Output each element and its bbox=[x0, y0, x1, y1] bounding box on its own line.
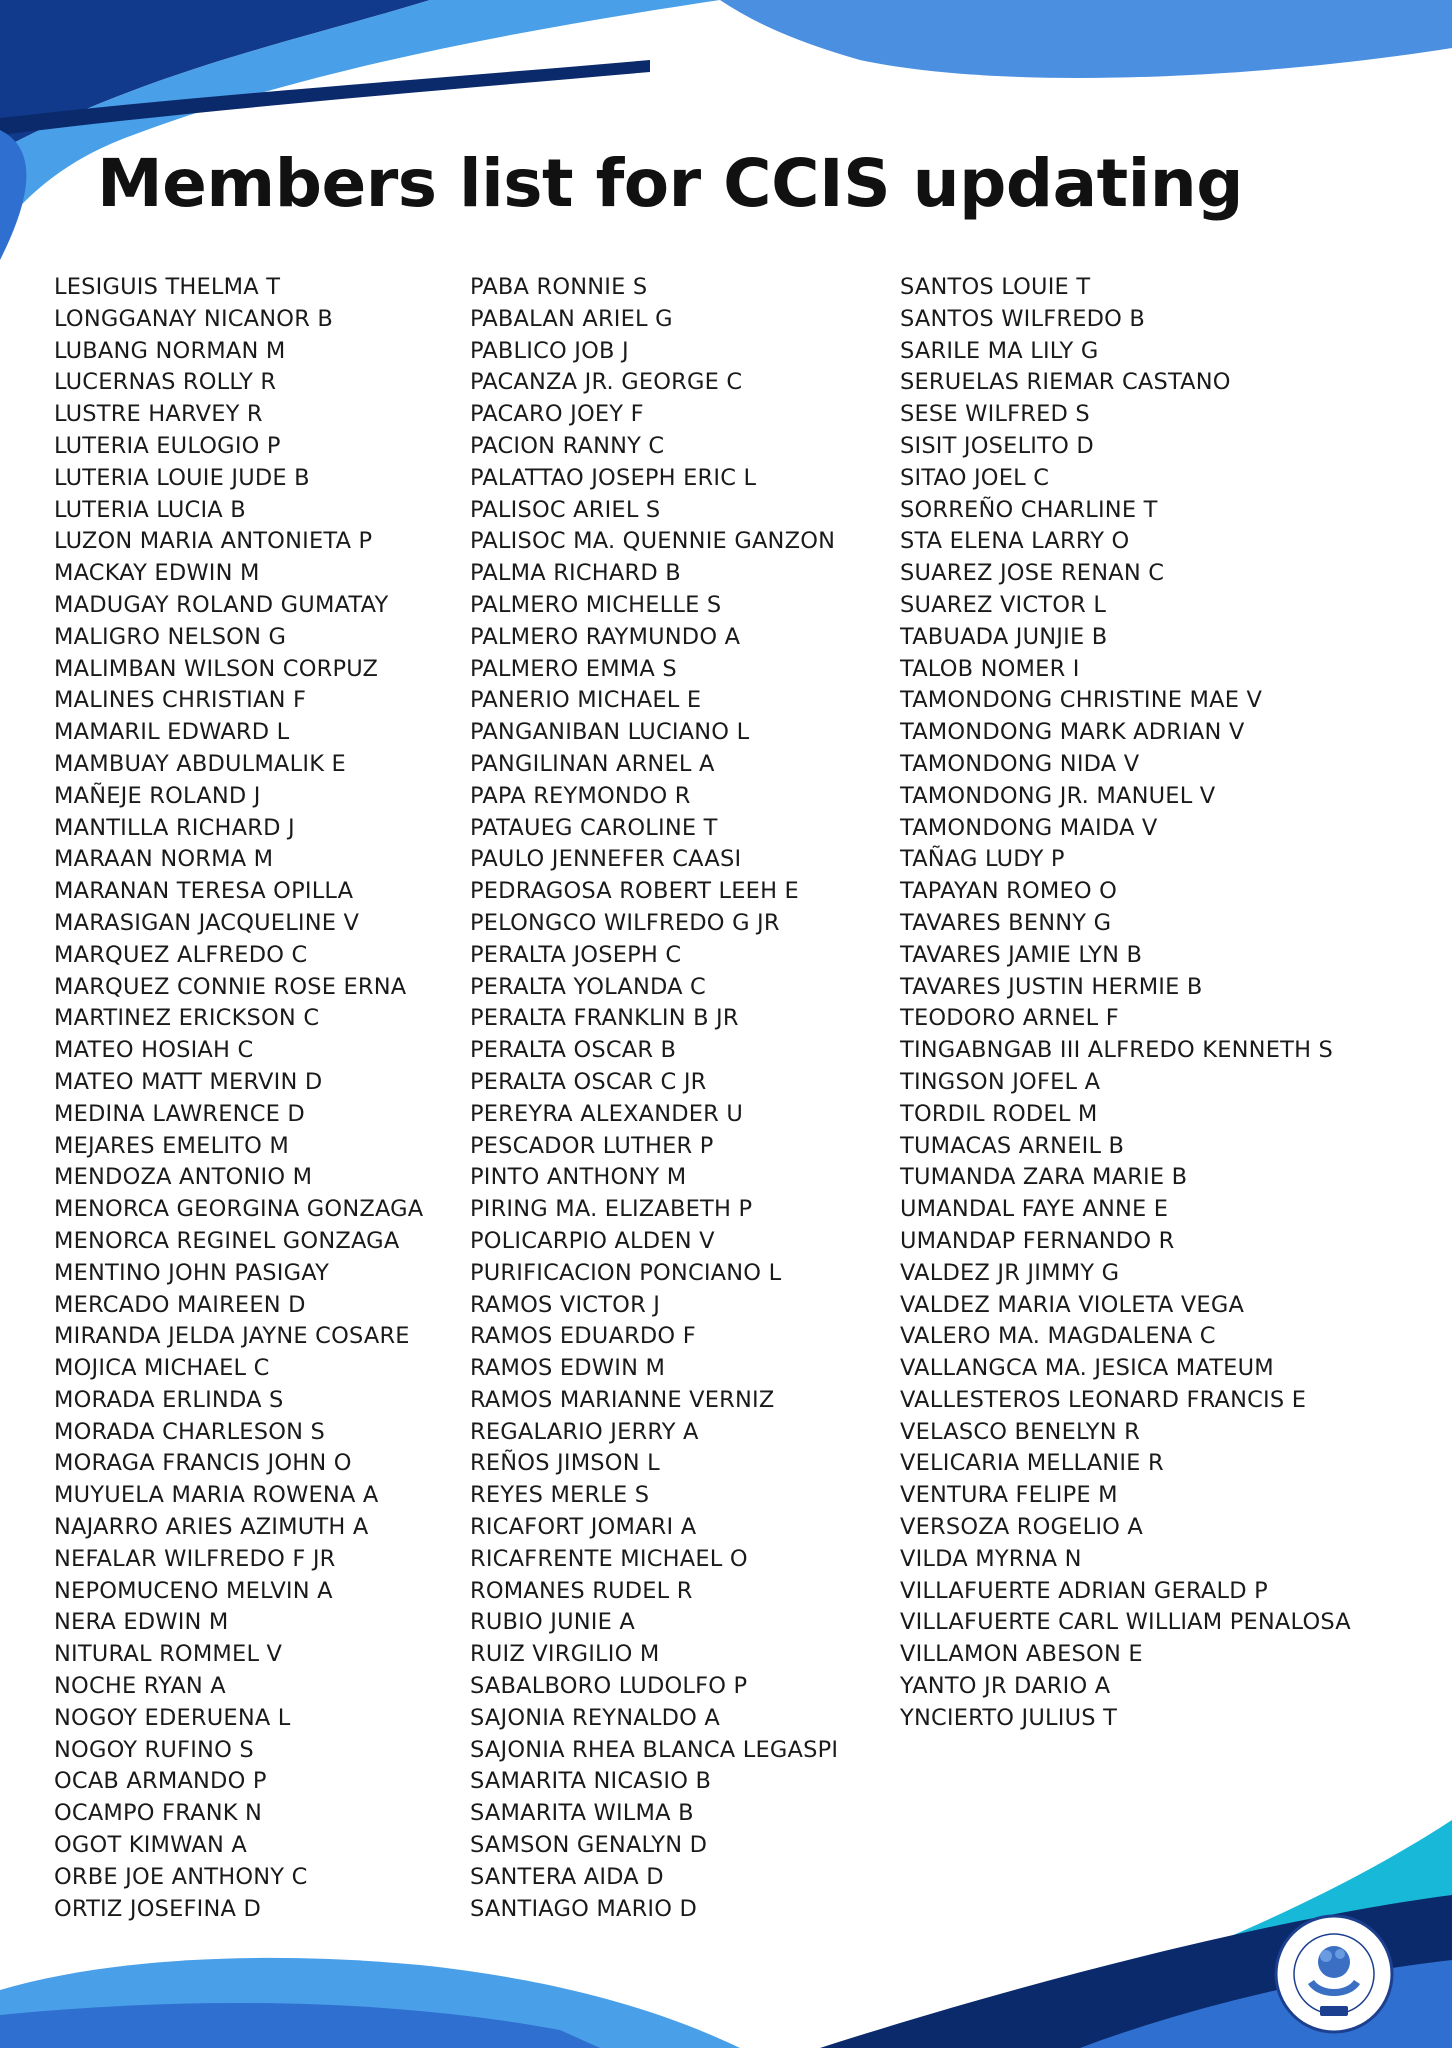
member-name: SANTIAGO MARIO D bbox=[470, 1895, 698, 1922]
member-name: ROMANES RUDEL R bbox=[470, 1577, 693, 1604]
member-name: MADUGAY ROLAND GUMATAY bbox=[54, 591, 389, 618]
member-name: SUAREZ VICTOR L bbox=[900, 591, 1107, 618]
member-name: PANGANIBAN LUCIANO L bbox=[470, 719, 750, 746]
member-name: NERA EDWIN M bbox=[54, 1609, 229, 1636]
member-name: TAVARES BENNY G bbox=[900, 909, 1112, 936]
member-name: PALATTAO JOSEPH ERIC L bbox=[470, 464, 757, 491]
member-name: MORADA CHARLESON S bbox=[54, 1418, 325, 1445]
member-name: MENTINO JOHN PASIGAY bbox=[54, 1259, 330, 1286]
members-column-1 bbox=[54, 272, 423, 1925]
member-name: LUTERIA LOUIE JUDE B bbox=[54, 464, 310, 491]
member-name: SANTOS LOUIE T bbox=[900, 274, 1091, 300]
member-name: UMANDAL FAYE ANNE E bbox=[900, 1196, 1169, 1223]
member-name: MARTINEZ ERICKSON C bbox=[54, 1005, 320, 1032]
member-name: PACARO JOEY F bbox=[470, 401, 644, 428]
member-name: MALINES CHRISTIAN F bbox=[54, 687, 307, 714]
member-name: PACANZA JR. GEORGE C bbox=[470, 369, 743, 396]
member-name: VERSOZA ROGELIO A bbox=[900, 1514, 1144, 1541]
member-name: SESE WILFRED S bbox=[900, 401, 1090, 428]
member-name: LUCERNAS ROLLY R bbox=[54, 369, 277, 396]
member-name: TAVARES JUSTIN HERMIE B bbox=[900, 973, 1203, 1000]
member-name: PALMA RICHARD B bbox=[470, 560, 681, 587]
member-name: REYES MERLE S bbox=[470, 1482, 650, 1509]
member-name: VILLAMON ABESON E bbox=[900, 1641, 1143, 1668]
member-name: SITAO JOEL C bbox=[900, 464, 1050, 491]
member-name: RAMOS MARIANNE VERNIZ bbox=[470, 1386, 775, 1413]
member-name: MAMBUAY ABDULMALIK E bbox=[54, 750, 346, 777]
member-name: TABUADA JUNJIE B bbox=[900, 623, 1108, 650]
member-name: SARILE MA LILY G bbox=[900, 337, 1099, 364]
member-name: MANTILLA RICHARD J bbox=[54, 814, 295, 841]
member-name: PAPA REYMONDO R bbox=[470, 782, 691, 809]
association-seal-logo bbox=[1274, 1914, 1394, 2034]
member-name: RUBIO JUNIE A bbox=[470, 1609, 635, 1636]
member-name: TAMONDONG NIDA V bbox=[900, 750, 1140, 777]
member-name: MAMARIL EDWARD L bbox=[54, 719, 290, 746]
member-name: RICAFORT JOMARI A bbox=[470, 1514, 697, 1541]
member-name: PERALTA YOLANDA C bbox=[470, 973, 706, 1000]
member-name: OCAB ARMANDO P bbox=[54, 1768, 267, 1795]
member-name: PATAUEG CAROLINE T bbox=[470, 814, 718, 841]
member-name: SAMARITA WILMA B bbox=[470, 1800, 694, 1827]
member-name: TAMONDONG JR. MANUEL V bbox=[900, 782, 1216, 809]
member-name: SANTERA AIDA D bbox=[470, 1863, 664, 1890]
member-name: PELONGCO WILFREDO G JR bbox=[470, 909, 780, 936]
member-name: PALMERO RAYMUNDO A bbox=[470, 623, 741, 650]
member-name: MORADA ERLINDA S bbox=[54, 1386, 284, 1413]
member-name: SAJONIA REYNALDO A bbox=[470, 1704, 720, 1731]
member-name: VALLANGCA MA. JESICA MATEUM bbox=[900, 1355, 1274, 1382]
member-name: PEDRAGOSA ROBERT LEEH E bbox=[470, 878, 799, 905]
member-name: MENORCA REGINEL GONZAGA bbox=[54, 1227, 400, 1254]
member-name: NOGOY RUFINO S bbox=[54, 1736, 254, 1763]
member-name: PALISOC ARIEL S bbox=[470, 496, 661, 523]
member-name: VELASCO BENELYN R bbox=[900, 1418, 1140, 1445]
member-name: ORTIZ JOSEFINA D bbox=[54, 1895, 261, 1922]
member-name: MATEO HOSIAH C bbox=[54, 1037, 254, 1064]
member-name: MUYUELA MARIA ROWENA A bbox=[54, 1482, 379, 1509]
member-name: MEJARES EMELITO M bbox=[54, 1132, 289, 1159]
member-name: VILLAFUERTE ADRIAN GERALD P bbox=[900, 1577, 1268, 1604]
member-name: VENTURA FELIPE M bbox=[900, 1482, 1118, 1509]
member-name: VALERO MA. MAGDALENA C bbox=[900, 1323, 1216, 1350]
member-name: PALISOC MA. QUENNIE GANZON bbox=[470, 528, 836, 555]
member-name: PABLICO JOB J bbox=[470, 337, 629, 364]
member-name: SUAREZ JOSE RENAN C bbox=[900, 560, 1165, 587]
member-name: PACION RANNY C bbox=[470, 432, 665, 459]
member-name: PERALTA JOSEPH C bbox=[470, 941, 682, 968]
members-column-3 bbox=[900, 272, 1351, 1735]
member-name: MARQUEZ CONNIE ROSE ERNA bbox=[54, 973, 407, 1000]
member-name: RUIZ VIRGILIO M bbox=[470, 1641, 660, 1668]
member-name: NOCHE RYAN A bbox=[54, 1673, 226, 1700]
member-name: MARASIGAN JACQUELINE V bbox=[54, 909, 360, 936]
member-name: PINTO ANTHONY M bbox=[470, 1164, 687, 1191]
member-name: TUMANDA ZARA MARIE B bbox=[900, 1164, 1188, 1191]
member-name: PABALAN ARIEL G bbox=[470, 305, 673, 332]
member-name: LUZON MARIA ANTONIETA P bbox=[54, 528, 373, 555]
member-name: PESCADOR LUTHER P bbox=[470, 1132, 714, 1159]
member-name: TALOB NOMER I bbox=[900, 655, 1080, 682]
member-name: MAÑEJE ROLAND J bbox=[54, 782, 261, 809]
member-name: RICAFRENTE MICHAEL O bbox=[470, 1545, 748, 1572]
member-name: PIRING MA. ELIZABETH P bbox=[470, 1196, 753, 1223]
member-name: LESIGUIS THELMA T bbox=[54, 274, 281, 300]
member-name: STA ELENA LARRY O bbox=[900, 528, 1130, 555]
member-name: TUMACAS ARNEIL B bbox=[900, 1132, 1125, 1159]
member-name: PURIFICACION PONCIANO L bbox=[470, 1259, 782, 1286]
member-name: TAPAYAN ROMEO O bbox=[900, 878, 1118, 905]
member-name: PERALTA OSCAR B bbox=[470, 1037, 677, 1064]
member-name: YANTO JR DARIO A bbox=[900, 1673, 1111, 1700]
member-name: MENORCA GEORGINA GONZAGA bbox=[54, 1196, 424, 1223]
member-name: MALIMBAN WILSON CORPUZ bbox=[54, 655, 379, 682]
member-name: LUBANG NORMAN M bbox=[54, 337, 286, 364]
member-name: TINGABNGAB III ALFREDO KENNETH S bbox=[900, 1037, 1334, 1064]
member-name: VILLAFUERTE CARL WILLIAM PENALOSA bbox=[900, 1609, 1351, 1636]
member-name: VALDEZ JR JIMMY G bbox=[900, 1259, 1120, 1286]
member-name: OGOT KIMWAN A bbox=[54, 1832, 247, 1859]
member-name: NOGOY EDERUENA L bbox=[54, 1704, 291, 1731]
member-name: SAMSON GENALYN D bbox=[470, 1832, 708, 1859]
member-name: MARANAN TERESA OPILLA bbox=[54, 878, 354, 905]
member-name: TEODORO ARNEL F bbox=[900, 1005, 1119, 1032]
member-name: LUTERIA LUCIA B bbox=[54, 496, 246, 523]
member-name: VILDA MYRNA N bbox=[900, 1545, 1082, 1572]
member-name: REGALARIO JERRY A bbox=[470, 1418, 699, 1445]
member-name: NAJARRO ARIES AZIMUTH A bbox=[54, 1514, 369, 1541]
members-column-2 bbox=[470, 272, 838, 1925]
member-name: SERUELAS RIEMAR CASTANO bbox=[900, 369, 1231, 396]
member-name: LUTERIA EULOGIO P bbox=[54, 432, 281, 459]
member-name: MEDINA LAWRENCE D bbox=[54, 1100, 305, 1127]
member-name: VALDEZ MARIA VIOLETA VEGA bbox=[900, 1291, 1245, 1318]
member-name: MOJICA MICHAEL C bbox=[54, 1355, 270, 1382]
member-name: PANERIO MICHAEL E bbox=[470, 687, 702, 714]
member-name: MATEO MATT MERVIN D bbox=[54, 1068, 323, 1095]
member-name: NITURAL ROMMEL V bbox=[54, 1641, 283, 1668]
member-name: RAMOS EDWIN M bbox=[470, 1355, 666, 1382]
member-name: TAVARES JAMIE LYN B bbox=[900, 941, 1143, 968]
member-name: VALLESTEROS LEONARD FRANCIS E bbox=[900, 1386, 1307, 1413]
member-name: SABALBORO LUDOLFO P bbox=[470, 1673, 748, 1700]
page-title: Members list for CCIS updating bbox=[96, 145, 1244, 222]
member-name: MORAGA FRANCIS JOHN O bbox=[54, 1450, 352, 1477]
member-name: SORREÑO CHARLINE T bbox=[900, 496, 1158, 523]
member-name: TORDIL RODEL M bbox=[900, 1100, 1098, 1127]
member-name: MALIGRO NELSON G bbox=[54, 623, 287, 650]
member-name: OCAMPO FRANK N bbox=[54, 1800, 263, 1827]
member-name: SAJONIA RHEA BLANCA LEGASPI bbox=[470, 1736, 839, 1763]
member-name: PABA RONNIE S bbox=[470, 274, 648, 300]
member-name: POLICARPIO ALDEN V bbox=[470, 1227, 715, 1254]
member-name: PALMERO EMMA S bbox=[470, 655, 677, 682]
member-name: SAMARITA NICASIO B bbox=[470, 1768, 712, 1795]
member-name: TAMONDONG CHRISTINE MAE V bbox=[900, 687, 1263, 714]
member-name: PANGILINAN ARNEL A bbox=[470, 750, 715, 777]
member-name: PALMERO MICHELLE S bbox=[470, 591, 722, 618]
member-name: PERALTA OSCAR C JR bbox=[470, 1068, 707, 1095]
member-name: NEFALAR WILFREDO F JR bbox=[54, 1545, 336, 1572]
member-name: PEREYRA ALEXANDER U bbox=[470, 1100, 744, 1127]
member-name: TAMONDONG MAIDA V bbox=[900, 814, 1158, 841]
member-name: TAÑAG LUDY P bbox=[900, 846, 1065, 873]
member-name: LONGGANAY NICANOR B bbox=[54, 305, 334, 332]
member-name: MACKAY EDWIN M bbox=[54, 560, 260, 587]
member-name: REÑOS JIMSON L bbox=[470, 1450, 660, 1477]
top-right-wave bbox=[720, 0, 1452, 78]
member-name: MIRANDA JELDA JAYNE COSARE bbox=[54, 1323, 410, 1350]
member-name: SANTOS WILFREDO B bbox=[900, 305, 1146, 332]
member-name: PERALTA FRANKLIN B JR bbox=[470, 1005, 739, 1032]
member-name: MENDOZA ANTONIO M bbox=[54, 1164, 313, 1191]
member-name: YNCIERTO JULIUS T bbox=[900, 1704, 1118, 1731]
member-name: RAMOS EDUARDO F bbox=[470, 1323, 696, 1350]
member-name: MARAAN NORMA M bbox=[54, 846, 274, 873]
member-name: TAMONDONG MARK ADRIAN V bbox=[900, 719, 1245, 746]
member-name: MARQUEZ ALFREDO C bbox=[54, 941, 308, 968]
member-name: TINGSON JOFEL A bbox=[900, 1068, 1101, 1095]
member-name: MERCADO MAIREEN D bbox=[54, 1291, 306, 1318]
member-name: LUSTRE HARVEY R bbox=[54, 401, 263, 428]
member-name: VELICARIA MELLANIE R bbox=[900, 1450, 1164, 1477]
member-name: SISIT JOSELITO D bbox=[900, 432, 1094, 459]
member-name: RAMOS VICTOR J bbox=[470, 1291, 661, 1318]
member-name: ORBE JOE ANTHONY C bbox=[54, 1863, 308, 1890]
member-name: UMANDAP FERNANDO R bbox=[900, 1227, 1175, 1254]
member-name: PAULO JENNEFER CAASI bbox=[470, 846, 742, 873]
member-name: NEPOMUCENO MELVIN A bbox=[54, 1577, 333, 1604]
